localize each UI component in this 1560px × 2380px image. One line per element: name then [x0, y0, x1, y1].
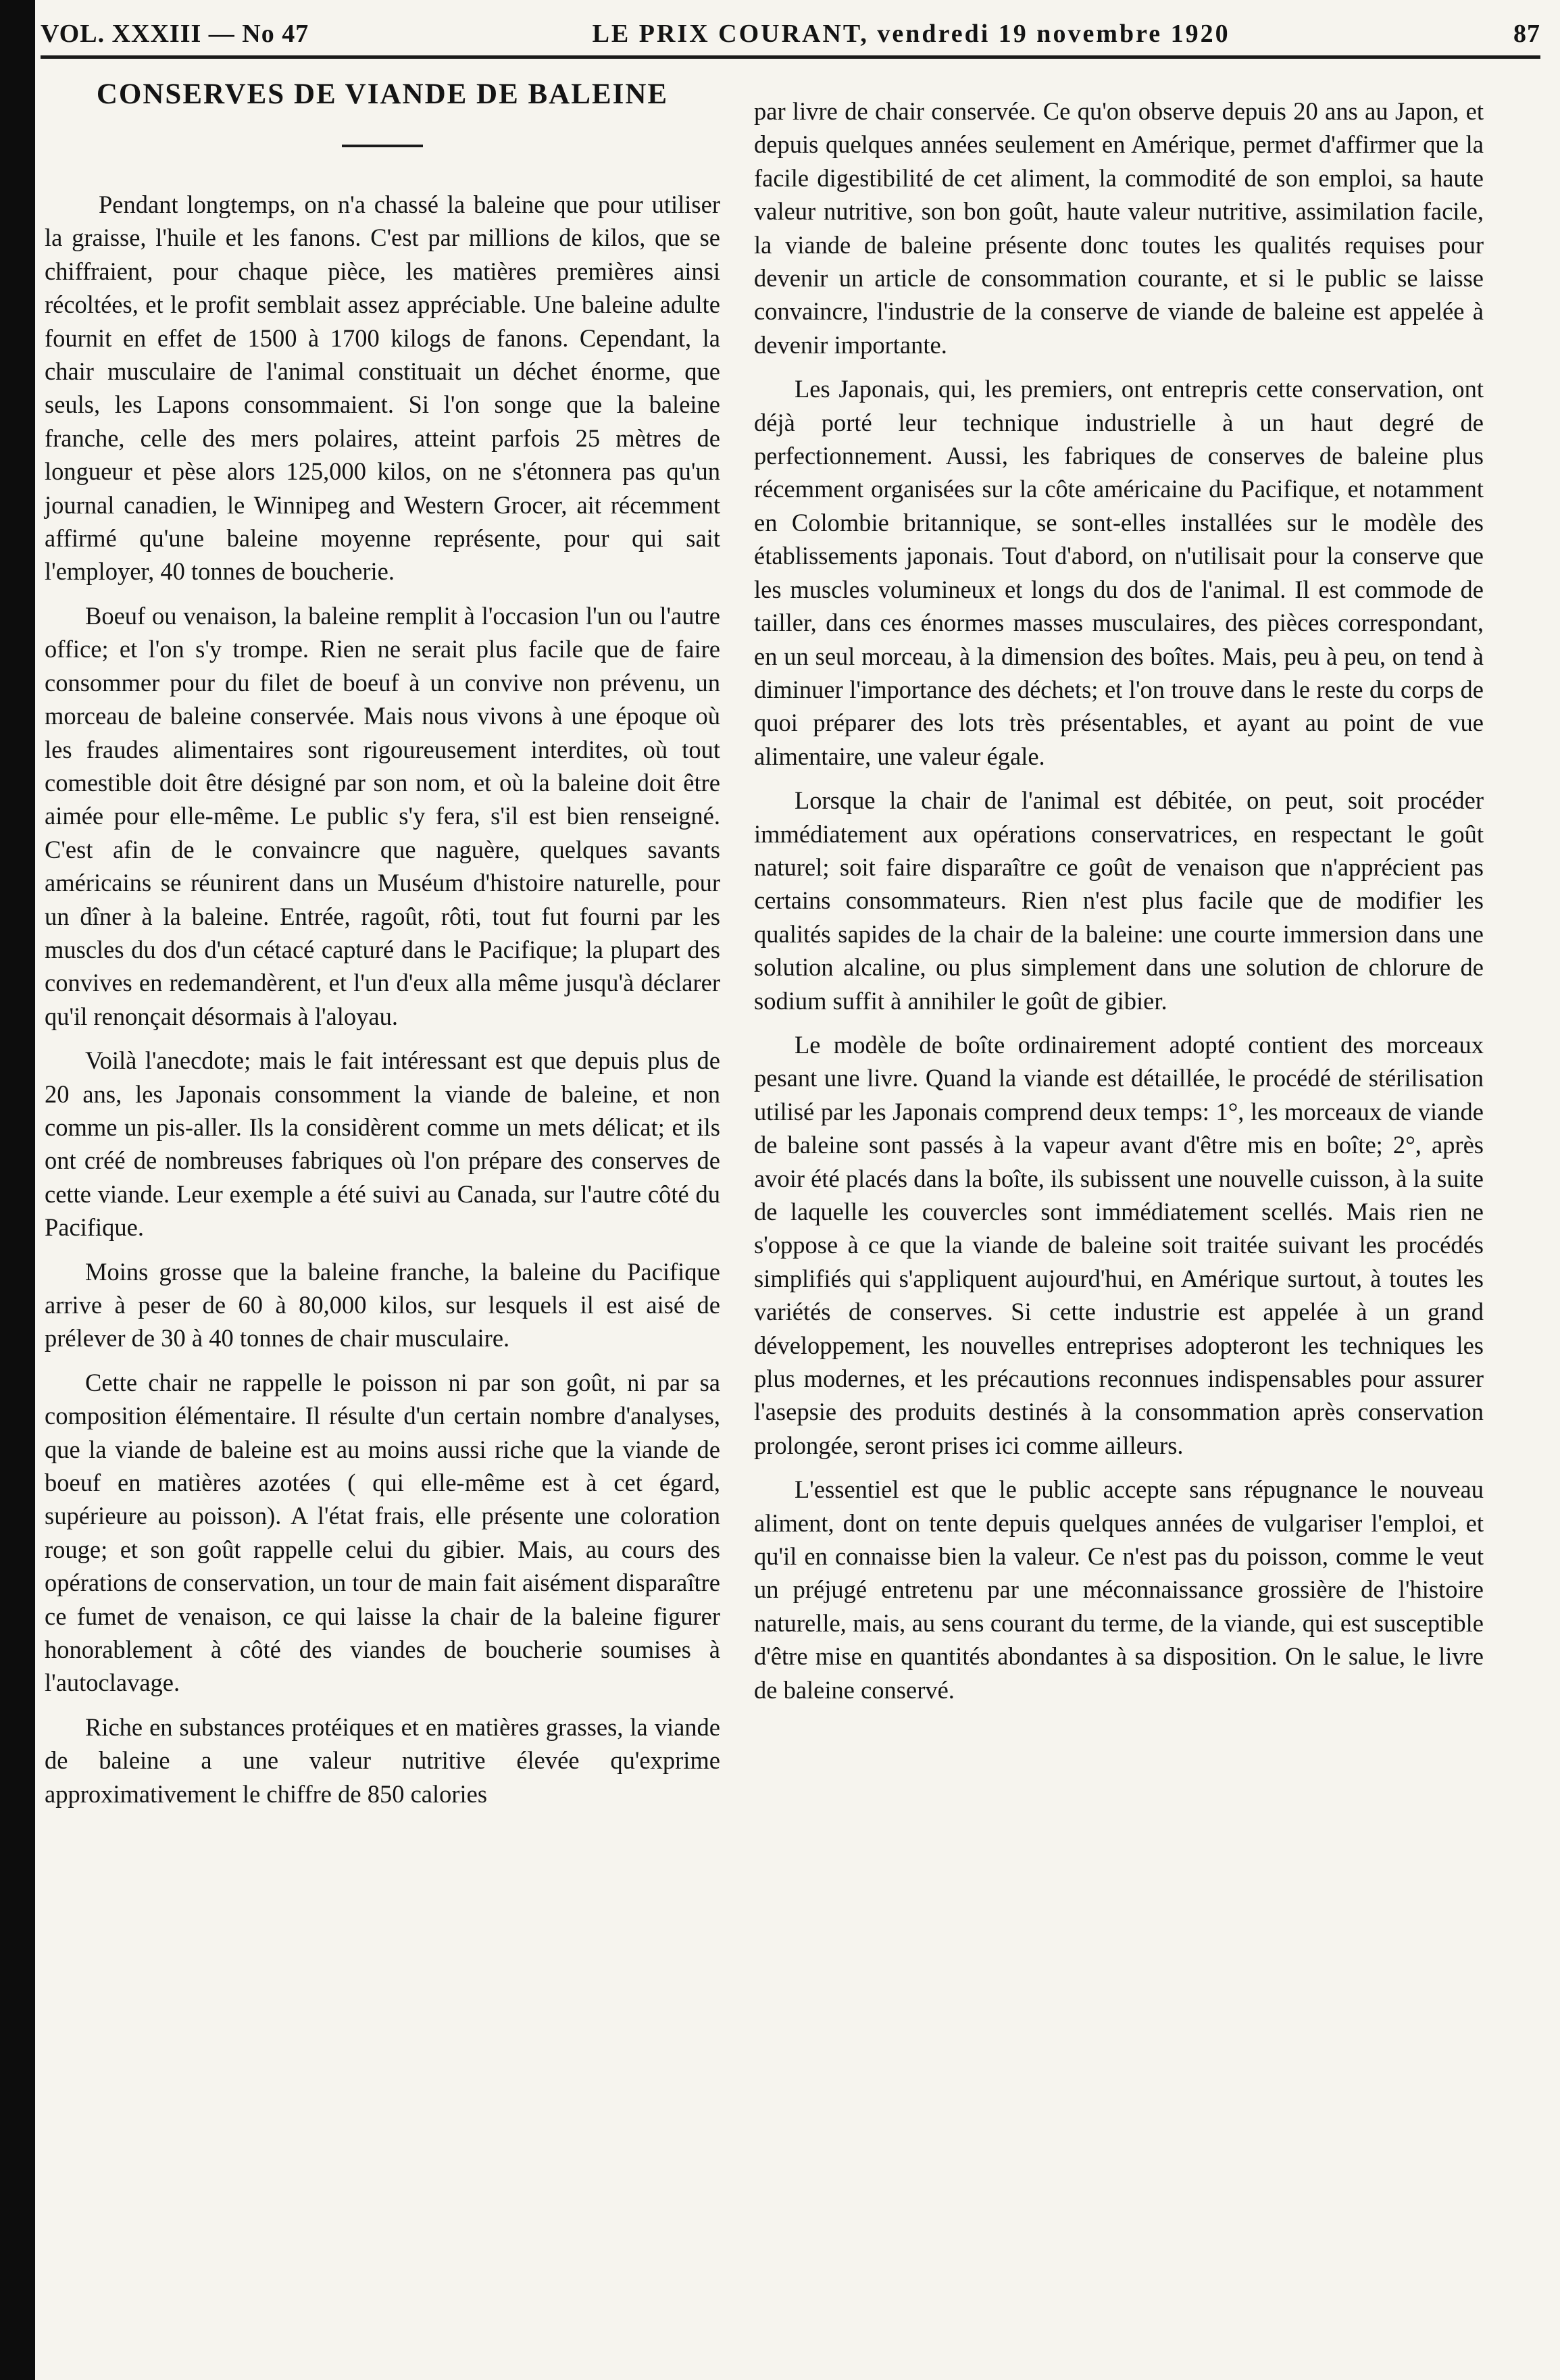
paragraph: Cette chair ne rappelle le poisson ni par son goût, ni par sa composition élémentaire. Il résulte d'un certain nombre d'analyses, que la viande de baleine est au moins aussi riche que la viande de boeuf en matières azotées ( qui elle-même est à cet égard, supérieure au poisson). A l'état frais, elle présente une coloration rouge; et son goût rappelle celui du gibier. Mais, au cours des opérations de conservation, un tour de main fait aisément disparaître ce fumet de venaison, ce qui laisse la chair de la baleine figurer honorablement à côté des viandes de boucherie soumises à l'autoclavage. [45, 1368, 720, 1697]
paragraph: L'essentiel est que le public accepte sans répugnance le nouveau aliment, dont on tente depuis quelques années de vulgariser l'emploi, et qu'il en connaisse bien la valeur. Ce n'est pas du poisson, comme le veut un préjugé entretenu par une méconnaissance grossière de l'histoire naturelle, mais, au sens courant du terme, de la viande, qui est susceptible d'être mise en quantités abondantes à sa disposition. On le salue, le livre de baleine conservé. [754, 1475, 1484, 1704]
page-number: 87 [1513, 20, 1540, 48]
paragraph: Les Japonais, qui, les premiers, ont entrepris cette conservation, ont déjà porté leur technique industrielle à un haut degré de perfectionnement. Aussi, les fabriques de conserves de baleine plus récemment organisées sur la côte américaine du Pacifique, et notamment en Colombie britannique, se sont-elles installées sur le modèle des établissements japonais. Tout d'abord, on n'utilisait pour la conserve que les muscles volumineux et longs du dos de l'animal. Il est commode de tailler, dans ces énormes masses musculaires, des pièces correspondant, en un seul morceau, à la dimension des boîtes. Mais, peu à peu, on tend à diminuer l'importance des déchets; et l'on trouve dans le reste du corps de quoi préparer des lots très présentables, et ayant au point de vue alimentaire, une valeur égale. [754, 375, 1484, 770]
paragraph: par livre de chair conservée. Ce qu'on observe depuis 20 ans au Japon, et depuis quelques années seulement en Amérique, permet d'affirmer que la facile digestibilité de cet aliment, la commodité de son emploi, sa haute valeur nutritive, son bon goût, haute valeur nutritive, assimilation facile, la viande de baleine présente donc toutes les qualités requises pour devenir un article de consommation courante, et si le public se laisse convaincre, l'industrie de la conserve de viande de baleine est appelée à devenir importante. [754, 97, 1484, 359]
volume-number: VOL. XXXIII — No 47 [41, 20, 309, 48]
paragraph: Lorsque la chair de l'animal est débitée, on peut, soit procéder immédiatement aux opérations conservatrices, en respectant le goût naturel; soit faire disparaître ce goût de venaison que n'apprécient pas certains consommateurs. Rien n'est plus facile que de modifier les qualités sapides de la chair de la baleine: une courte immersion dans une solution alcaline, ou plus simplement dans une solution de chlorure de sodium suffit à annihiler le goût de gibier. [754, 786, 1484, 1015]
title-rule [342, 145, 423, 147]
paragraph: Riche en substances protéiques et en matières grasses, la viande de baleine a une valeur nutritive élevée qu'exprime approximativement le chiffre de 850 calories [45, 1713, 720, 1808]
left-column [45, 76, 720, 1821]
right-column [754, 95, 1484, 1717]
paragraph: Voilà l'anecdote; mais le fait intéressant est que depuis plus de 20 ans, les Japonais consomment la viande de baleine, et non comme un pis-aller. Ils la considèrent comme un mets délicat; et ils ont créé de nombreuses fabriques où l'on prépare des conserves de cette viande. Leur exemple a été suivi au Canada, sur l'autre côté du Pacifique. [45, 1046, 720, 1242]
left-body [45, 188, 720, 1811]
paragraph: Le modèle de boîte ordinairement adopté contient des morceaux pesant une livre. Quand la viande est détaillée, le procédé de stérilisation utilisé par les Japonais comprend deux temps: 1°, les morceaux de viande de baleine sont passés à la vapeur avant d'être mis en boîte; 2°, après avoir été placés dans la boîte, ils subissent une nouvelle cuisson, à la suite de laquelle les couvercles sont immédiatement scellés. Mais rien ne s'oppose à ce que la viande de baleine soit traitée suivant les procédés simplifiés qui s'appliquent aujourd'hui, en Amérique surtout, à toutes les variétés de conserves. Si cette industrie est appelée à un grand développement, les nouvelles entreprises adopteront les techniques les plus modernes, et les précautions reconnues indispensables pour assurer l'asepsie des produits destinés à la consommation après conservation prolongée, seront prises ici comme ailleurs. [754, 1030, 1484, 1459]
paragraph: Boeuf ou venaison, la baleine remplit à l'occasion l'un ou l'autre office; et l'on s'y trompe. Rien ne serait plus facile que de faire consommer pour du filet de boeuf à un convive non prévenu, un morceau de baleine conservée. Mais nous vivons à une époque où les fraudes alimentaires sont rigoureusement interdites, où tout comestible doit être désigné par son nom, et où la baleine doit être aimée pour elle-même. Le public s'y fera, s'il est bien renseigné. C'est afin de le convaincre que naguère, quelques savants américains se réunirent dans un Muséum d'histoire naturelle, pour un dîner à la baleine. Entrée, ragoût, rôti, tout fut fourni par les muscles du dos d'un cétacé capturé dans le Pacifique; la plupart des convives en redemandèrent, et l'un d'eux alla même jusqu'à déclarer qu'il renonçait désormais à l'aloyau. [45, 601, 720, 1030]
paragraph: Moins grosse que la baleine franche, la baleine du Pacifique arrive à peser de 60 à 80,000 kilos, sur lesquels il est aisé de prélever de 30 à 40 tonnes de chair musculaire. [45, 1257, 720, 1352]
paragraph: Pendant longtemps, on n'a chassé la baleine que pour utiliser la graisse, l'huile et les fanons. C'est par millions de kilos, que se chiffraient, pour chaque pièce, les matières premières ainsi récoltées, et le profit semblait assez appréciable. Une baleine adulte fournit en effet de 1500 à 1700 kilogs de fanons. Cependant, la chair musculaire de l'animal constituait un déchet énorme, que seuls, les Lapons consommaient. Si l'on songe que la baleine franche, celle des mers polaires, atteint parfois 25 mètres de longueur et pèse alors 125,000 kilos, on ne s'étonnera pas qu'un journal canadien, le Winnipeg and Western Grocer, ait récemment affirmé qu'une baleine moyenne représente, pour qui sait l'employer, 40 tonnes de boucherie. [45, 191, 720, 586]
page-header [41, 12, 1540, 59]
page-binding-shadow [0, 0, 35, 2380]
article-title: CONSERVES DE VIANDE DE BALEINE [96, 78, 669, 110]
publication-line: LE PRIX COURANT, vendredi 19 novembre 1920 [592, 20, 1230, 48]
